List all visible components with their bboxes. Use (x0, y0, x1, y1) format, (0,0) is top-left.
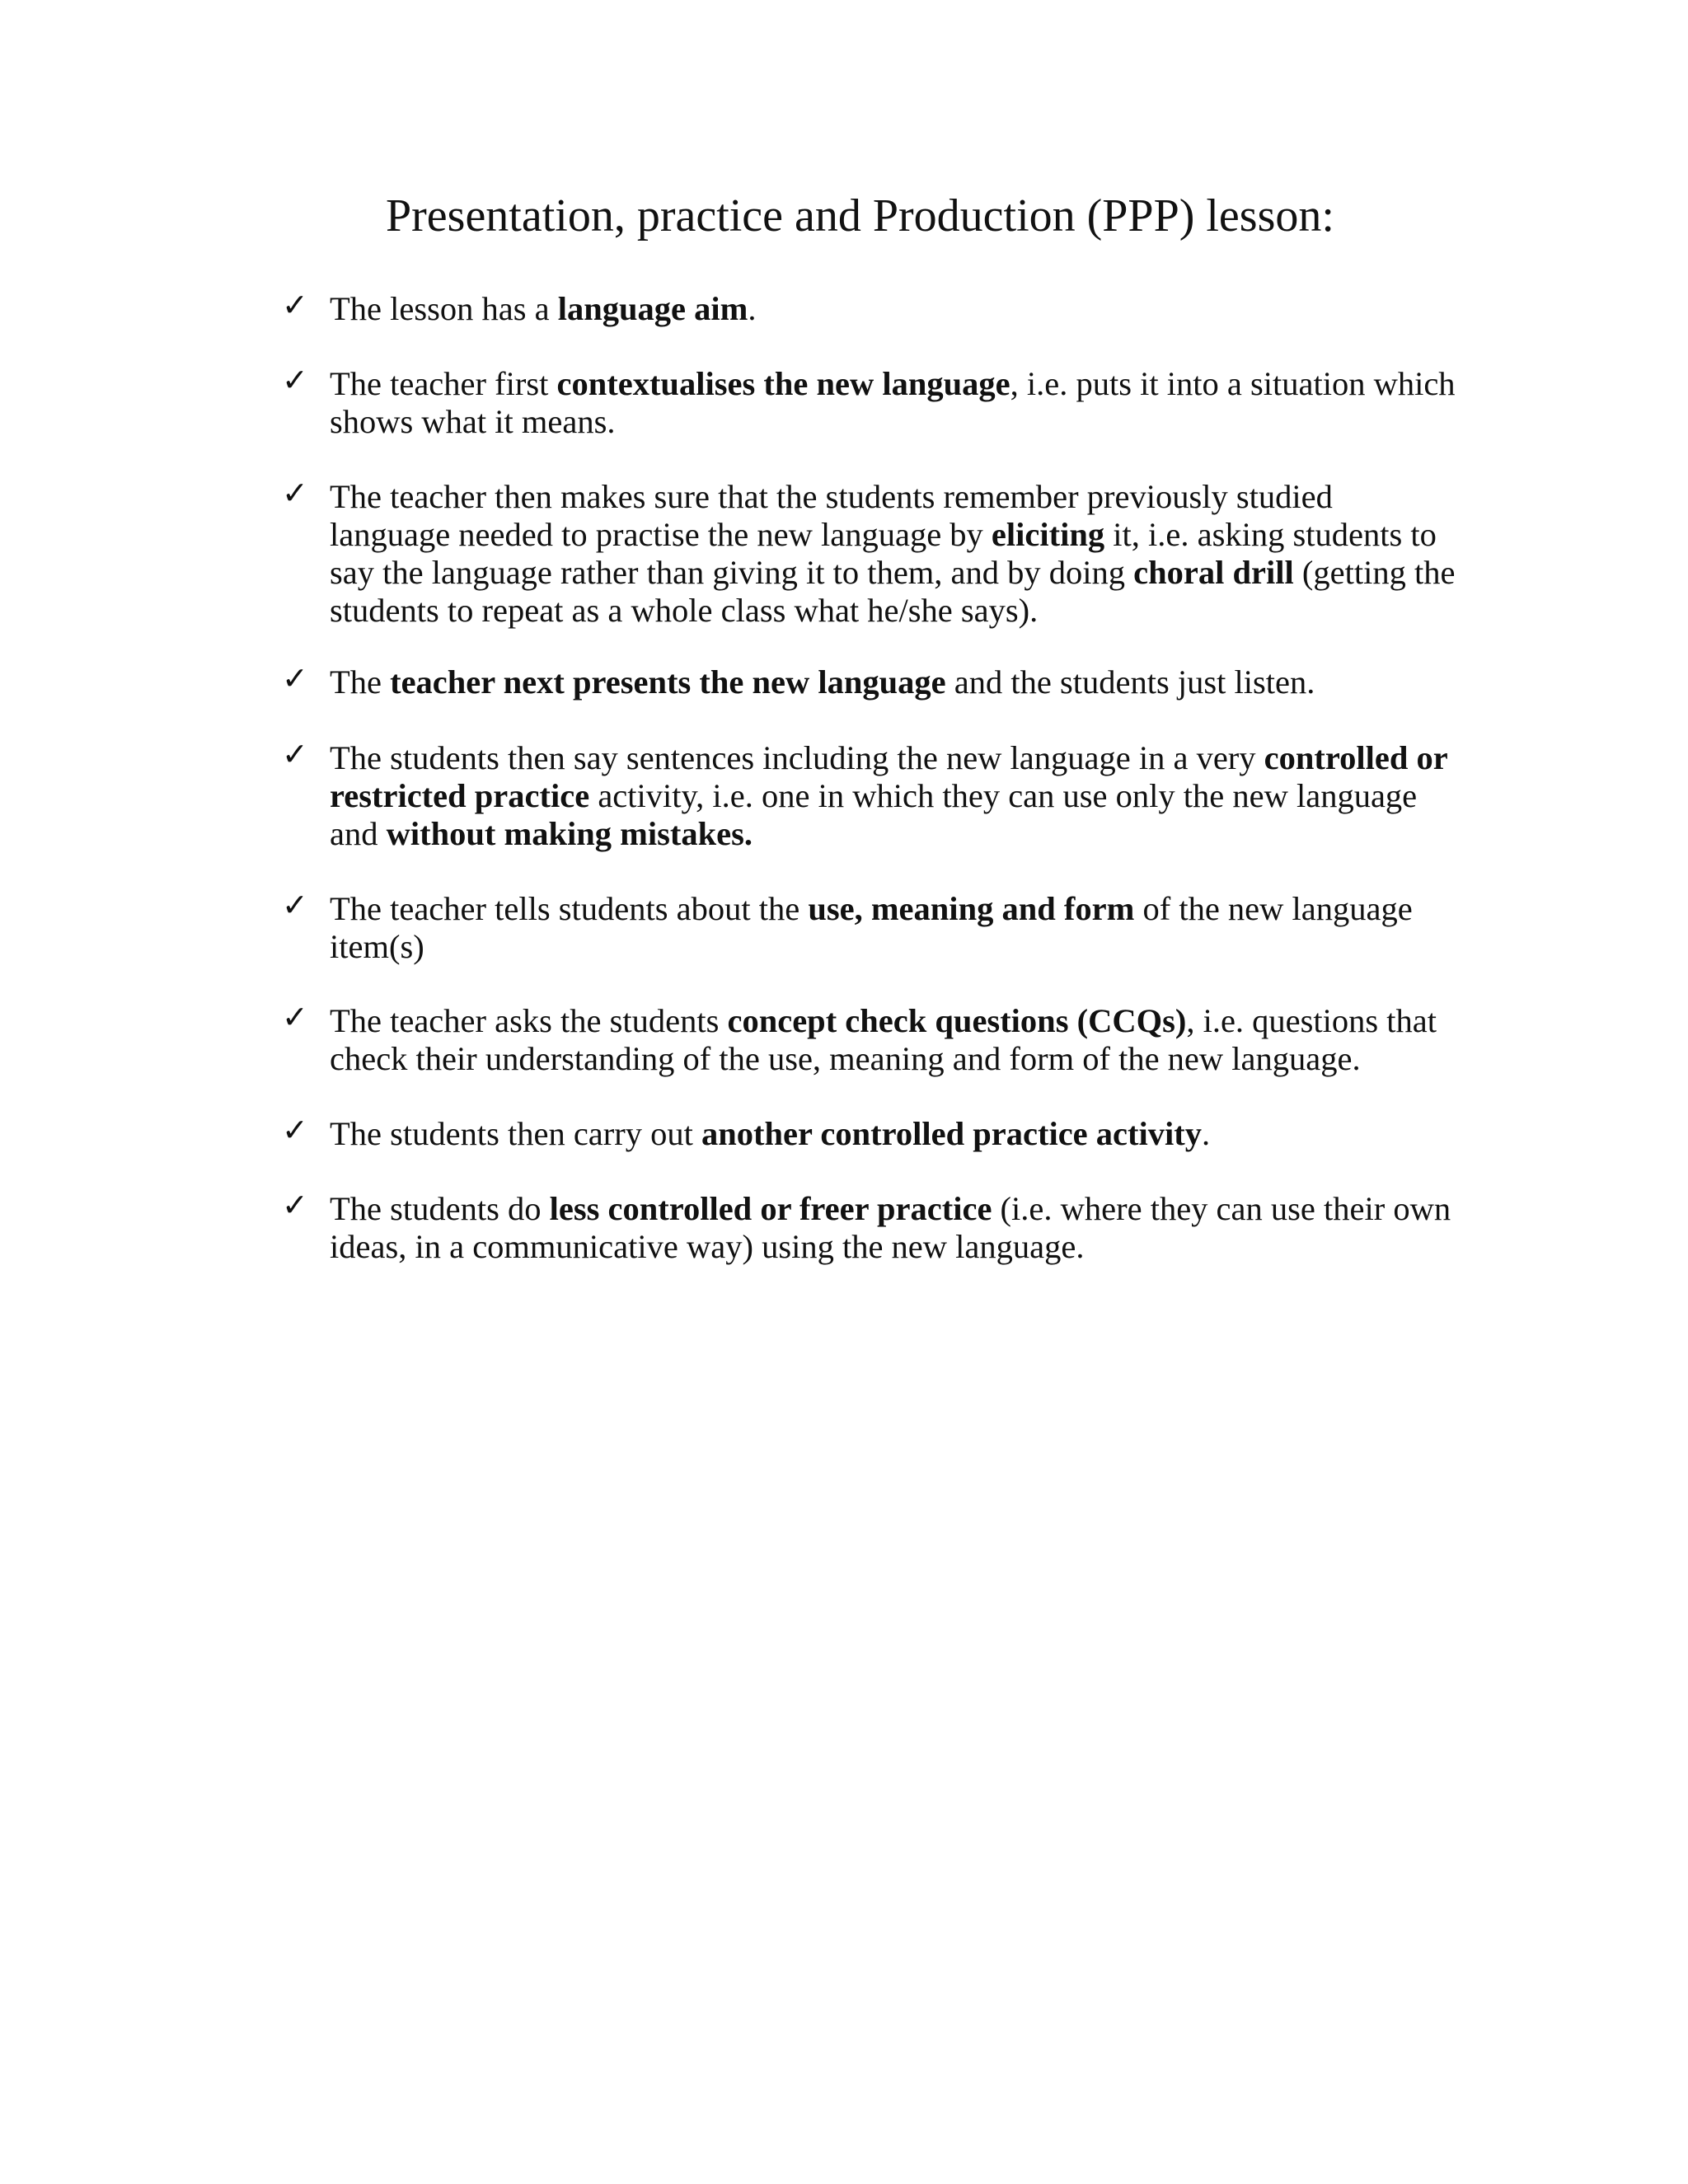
text-line (330, 739, 1451, 777)
text-run: it, i.e. asking students to (1104, 516, 1437, 553)
text-line (330, 554, 1456, 592)
text-run: The students do (330, 1190, 550, 1227)
checkmark-icon: ✓ (282, 1112, 308, 1148)
text-run: . (748, 290, 757, 327)
text-run: students to repeat as a whole class what he/she says). (330, 592, 1039, 629)
text-line (330, 815, 1451, 853)
bold-text: use, meaning and form (808, 890, 1135, 927)
text-run: The teacher asks the students (330, 1002, 728, 1039)
text-line (330, 365, 1456, 403)
text-run: (i.e. where they can use their own (992, 1190, 1451, 1227)
bold-text: controlled or (1264, 739, 1448, 776)
checkmark-icon: ✓ (282, 1187, 308, 1223)
checkmark-icon: ✓ (282, 475, 308, 511)
text-line (330, 890, 1451, 928)
list-item (282, 660, 1451, 701)
text-run: , i.e. questions that (1186, 1002, 1437, 1039)
checkmark-icon: ✓ (282, 287, 308, 323)
list-item (282, 362, 1456, 441)
list-item (282, 475, 1456, 630)
text-line (330, 290, 1451, 328)
text-run: say the language rather than giving it to them, and by doing (330, 554, 1134, 591)
bold-text: language aim (557, 290, 748, 327)
checkmark-icon: ✓ (282, 999, 308, 1035)
text-run: The students then carry out (330, 1115, 701, 1152)
list-item (282, 1187, 1451, 1266)
text-run: of the new language (1134, 890, 1413, 927)
text-line (330, 478, 1451, 516)
text-line (330, 516, 1451, 554)
bold-text: teacher next presents the new language (390, 663, 946, 701)
text-run: and (330, 815, 387, 852)
text-line (330, 1002, 1451, 1040)
text-run: language needed to practise the new language by (330, 516, 992, 553)
list-item (282, 736, 1451, 853)
checkmark-icon: ✓ (282, 887, 308, 923)
text-run: and the students just listen. (945, 663, 1315, 701)
text-run: ideas, in a communicative way) using the new language. (330, 1228, 1085, 1265)
text-run: The teacher then makes sure that the students remember previously studied (330, 478, 1333, 515)
text-run: The students then say sentences including the new language in a very (330, 739, 1264, 776)
list-item (282, 1112, 1451, 1153)
text-run: activity, i.e. one in which they can use only the new language (589, 777, 1418, 814)
text-run: (getting the (1293, 554, 1456, 591)
text-run: check their understanding of the use, meaning and form of the new language. (330, 1040, 1361, 1077)
text-line (330, 1190, 1451, 1228)
text-line (330, 777, 1451, 815)
bold-text: choral drill (1133, 554, 1294, 591)
text-run: item(s) (330, 928, 424, 965)
bold-text: eliciting (991, 516, 1105, 553)
text-line (330, 592, 1451, 630)
bold-text: restricted practice (330, 777, 590, 814)
text-run: The teacher first (330, 365, 557, 402)
bold-text: another controlled practice activity (701, 1115, 1202, 1152)
text-run: The teacher tells students about the (330, 890, 809, 927)
text-line (330, 663, 1451, 701)
bold-text: without making mistakes. (386, 815, 753, 852)
list-item (282, 887, 1451, 966)
checkmark-icon: ✓ (282, 660, 308, 696)
text-run: , i.e. puts it into a situation which (1010, 365, 1456, 402)
text-run: The lesson has a (330, 290, 558, 327)
text-line (330, 1040, 1451, 1078)
text-run: . (1202, 1115, 1211, 1152)
text-line (330, 1115, 1451, 1153)
bold-text: contextualises the new language (556, 365, 1010, 402)
page-title: Presentation, practice and Production (PPP) lesson: (386, 190, 1334, 241)
text-line (330, 403, 1451, 441)
checkmark-icon: ✓ (282, 362, 308, 398)
bold-text: concept check questions (CCQs) (727, 1002, 1187, 1039)
checkmark-icon: ✓ (282, 736, 308, 772)
list-item (282, 287, 1451, 328)
text-run: shows what it means. (330, 403, 616, 440)
list-item (282, 999, 1451, 1078)
text-line (330, 1228, 1451, 1266)
bold-text: less controlled or freer practice (549, 1190, 992, 1227)
text-line (330, 928, 1451, 966)
text-run: The (330, 663, 391, 701)
